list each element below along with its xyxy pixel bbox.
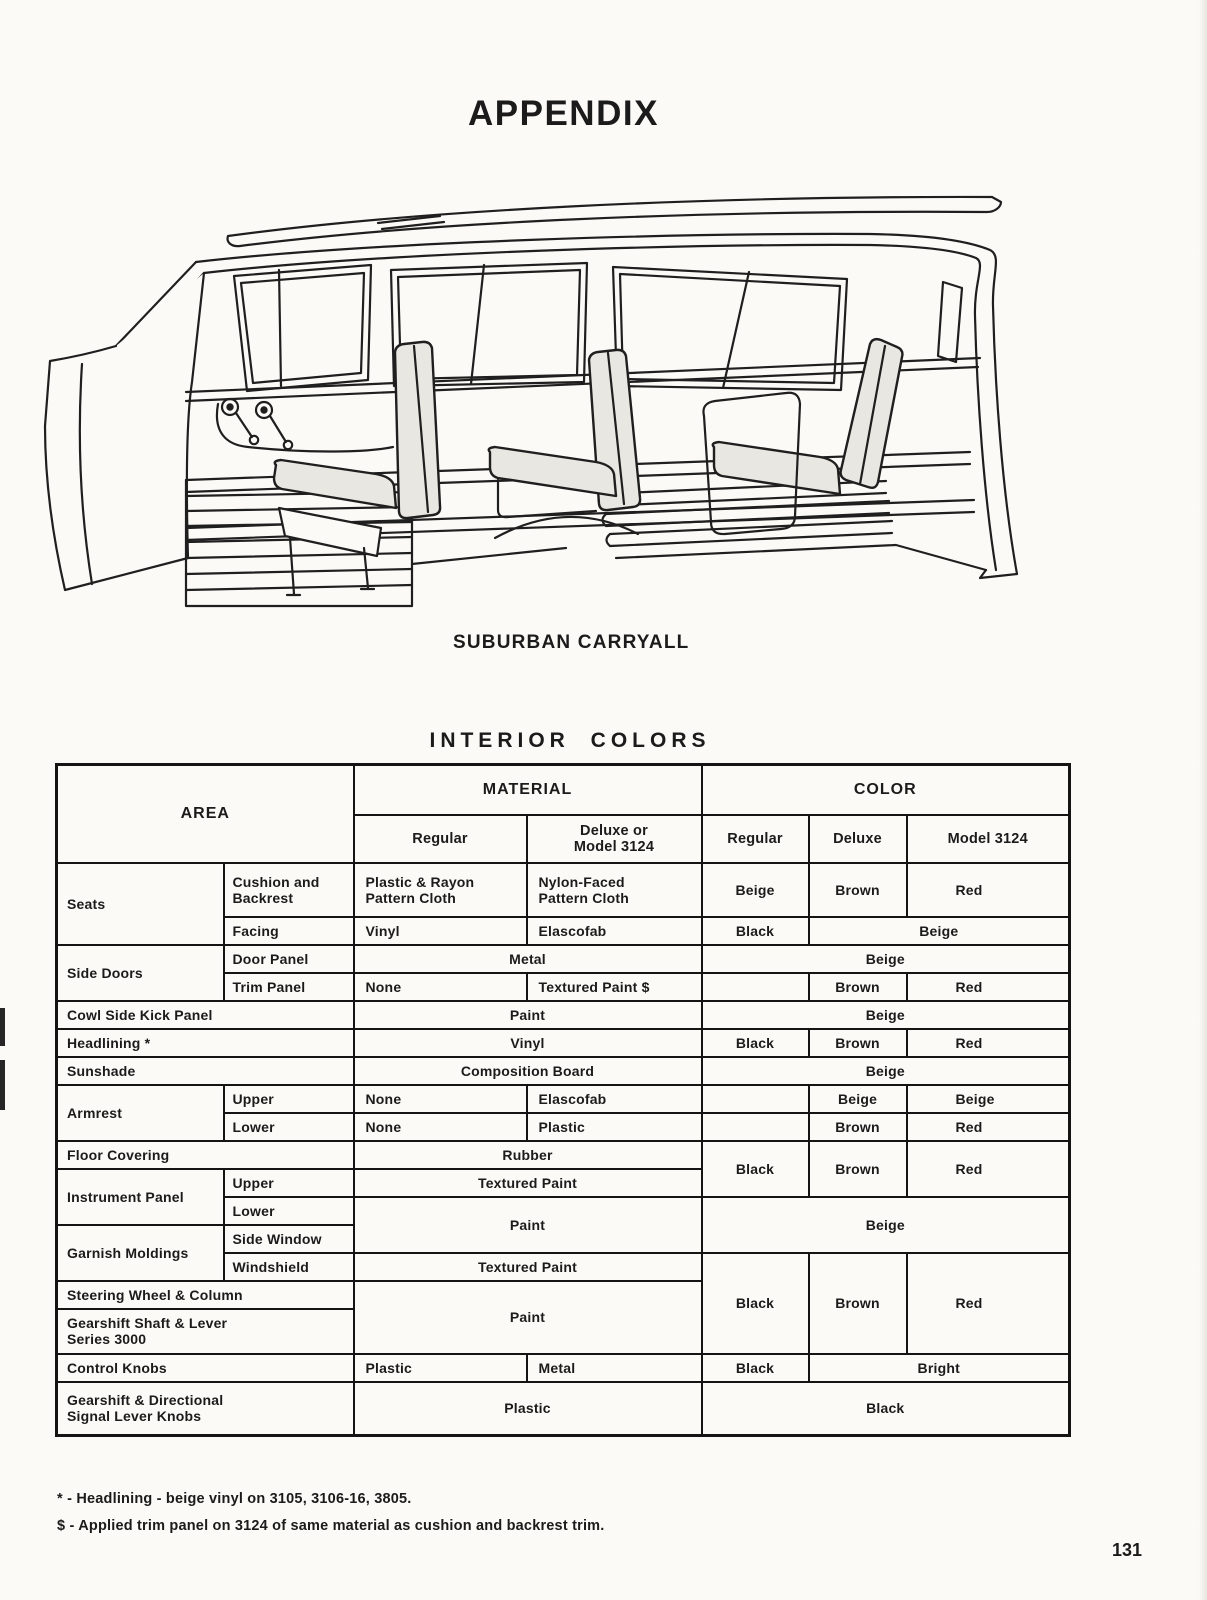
table-cell: Red <box>907 973 1070 1001</box>
margin-mark <box>0 1008 5 1046</box>
table-cell: Red <box>907 1113 1070 1141</box>
table-title: INTERIOR COLORS <box>429 729 711 752</box>
footnote: * - Headlining - beige vinyl on 3105, 3106-16, 3805. <box>57 1491 412 1507</box>
table-cell: Beige <box>702 1057 1070 1085</box>
table-cell: None <box>354 973 527 1001</box>
page-number: 131 <box>1112 1540 1143 1560</box>
table-cell: Elascofab <box>527 917 702 945</box>
footnotes <box>57 1486 605 1540</box>
table-cell: Red <box>907 1253 1070 1354</box>
table-row <box>57 1085 1070 1113</box>
table-cell: Red <box>907 1141 1070 1197</box>
table-cell: Lower <box>224 1197 354 1225</box>
table-cell: Beige <box>702 863 809 917</box>
footnote: $ - Applied trim panel on 3124 of same material as cushion and backrest trim. <box>57 1518 605 1534</box>
header-color-deluxe: Deluxe <box>809 815 907 863</box>
table-cell: Sunshade <box>57 1057 354 1085</box>
table-cell: Black <box>702 1354 809 1382</box>
table-cell: Beige <box>809 917 1070 945</box>
table-cell: Paint <box>354 1197 702 1253</box>
table-cell: Brown <box>809 863 907 917</box>
header-material-deluxe: Deluxe or Model 3124 <box>527 815 702 863</box>
table-cell: Black <box>702 1141 809 1197</box>
header-material-regular: Regular <box>354 815 527 863</box>
table-cell: Nylon-Faced Pattern Cloth <box>527 863 702 917</box>
table-cell: Brown <box>809 1141 907 1197</box>
table-cell: Side Doors <box>57 945 224 1001</box>
page-title: APPENDIX <box>468 94 659 133</box>
table-cell: Elascofab <box>527 1085 702 1113</box>
table-cell: Control Knobs <box>57 1354 354 1382</box>
table-row <box>57 1029 1070 1057</box>
header-color-model-3124: Model 3124 <box>907 815 1070 863</box>
table-cell: Plastic & Rayon Pattern Cloth <box>354 863 527 917</box>
table-cell: Metal <box>354 945 702 973</box>
table-cell: Garnish Moldings <box>57 1225 224 1281</box>
table-cell: Gearshift & Directional Signal Lever Knobs <box>57 1382 354 1436</box>
table-cell: Paint <box>354 1001 702 1029</box>
header-color: COLOR <box>702 765 1070 815</box>
table-cell: Black <box>702 1382 1070 1436</box>
table-cell: Cowl Side Kick Panel <box>57 1001 354 1029</box>
table-cell: Plastic <box>354 1354 527 1382</box>
table-cell: Upper <box>224 1169 354 1197</box>
table-row <box>57 1057 1070 1085</box>
table-cell: Plastic <box>354 1382 702 1436</box>
table-cell: Side Window <box>224 1225 354 1253</box>
table-cell: Metal <box>527 1354 702 1382</box>
table-cell: Beige <box>907 1085 1070 1113</box>
table-row <box>57 1001 1070 1029</box>
table-header-row <box>57 765 1070 815</box>
table-cell: Beige <box>702 1197 1070 1253</box>
table-row <box>57 1141 1070 1169</box>
table-cell: Seats <box>57 863 224 945</box>
table-row <box>57 1382 1070 1436</box>
table-cell: Rubber <box>354 1141 702 1169</box>
table-row <box>57 863 1070 917</box>
table-cell: Door Panel <box>224 945 354 973</box>
table-cell: Beige <box>702 1001 1070 1029</box>
table-cell: Black <box>702 917 809 945</box>
table-cell: Black <box>702 1029 809 1057</box>
page-edge-shade <box>1199 0 1207 1600</box>
table-cell: Brown <box>809 1029 907 1057</box>
illustration-caption: SUBURBAN CARRYALL <box>453 632 690 653</box>
header-material: MATERIAL <box>354 765 702 815</box>
table-cell: Cushion and Backrest <box>224 863 354 917</box>
header-area: AREA <box>57 765 354 863</box>
margin-mark <box>0 1060 5 1110</box>
interior-colors-table <box>55 763 1071 1437</box>
table-cell: Textured Paint $ <box>527 973 702 1001</box>
table-cell: Red <box>907 863 1070 917</box>
table-cell: None <box>354 1085 527 1113</box>
table-cell: Lower <box>224 1113 354 1141</box>
window-crank-icon <box>222 399 292 449</box>
table-cell: Windshield <box>224 1253 354 1281</box>
table-cell: Bright <box>809 1354 1070 1382</box>
table-row <box>57 945 1070 973</box>
table-cell: Brown <box>809 1253 907 1354</box>
suburban-carryall-illustration <box>40 186 1020 612</box>
table-cell: Gearshift Shaft & Lever Series 3000 <box>57 1309 354 1354</box>
table-cell: Headlining * <box>57 1029 354 1057</box>
table-cell: Upper <box>224 1085 354 1113</box>
table-cell: Plastic <box>527 1113 702 1141</box>
table-cell: Paint <box>354 1281 702 1354</box>
table-cell: None <box>354 1113 527 1141</box>
table-cell <box>702 973 809 1001</box>
table-cell: Black <box>702 1253 809 1354</box>
header-color-regular: Regular <box>702 815 809 863</box>
table-cell: Beige <box>809 1085 907 1113</box>
table-row <box>57 1354 1070 1382</box>
table-cell: Brown <box>809 973 907 1001</box>
table-cell: Vinyl <box>354 1029 702 1057</box>
table-cell <box>702 1085 809 1113</box>
table-cell: Steering Wheel & Column <box>57 1281 354 1309</box>
table-cell: Vinyl <box>354 917 527 945</box>
table-cell: Textured Paint <box>354 1253 702 1281</box>
table-cell: Brown <box>809 1113 907 1141</box>
table-cell <box>702 1113 809 1141</box>
table-cell: Floor Covering <box>57 1141 354 1169</box>
table-cell: Composition Board <box>354 1057 702 1085</box>
table-cell: Armrest <box>57 1085 224 1141</box>
table-cell: Facing <box>224 917 354 945</box>
table-cell: Textured Paint <box>354 1169 702 1197</box>
table-cell: Beige <box>702 945 1070 973</box>
table-cell: Red <box>907 1029 1070 1057</box>
table-cell: Instrument Panel <box>57 1169 224 1225</box>
table-cell: Trim Panel <box>224 973 354 1001</box>
